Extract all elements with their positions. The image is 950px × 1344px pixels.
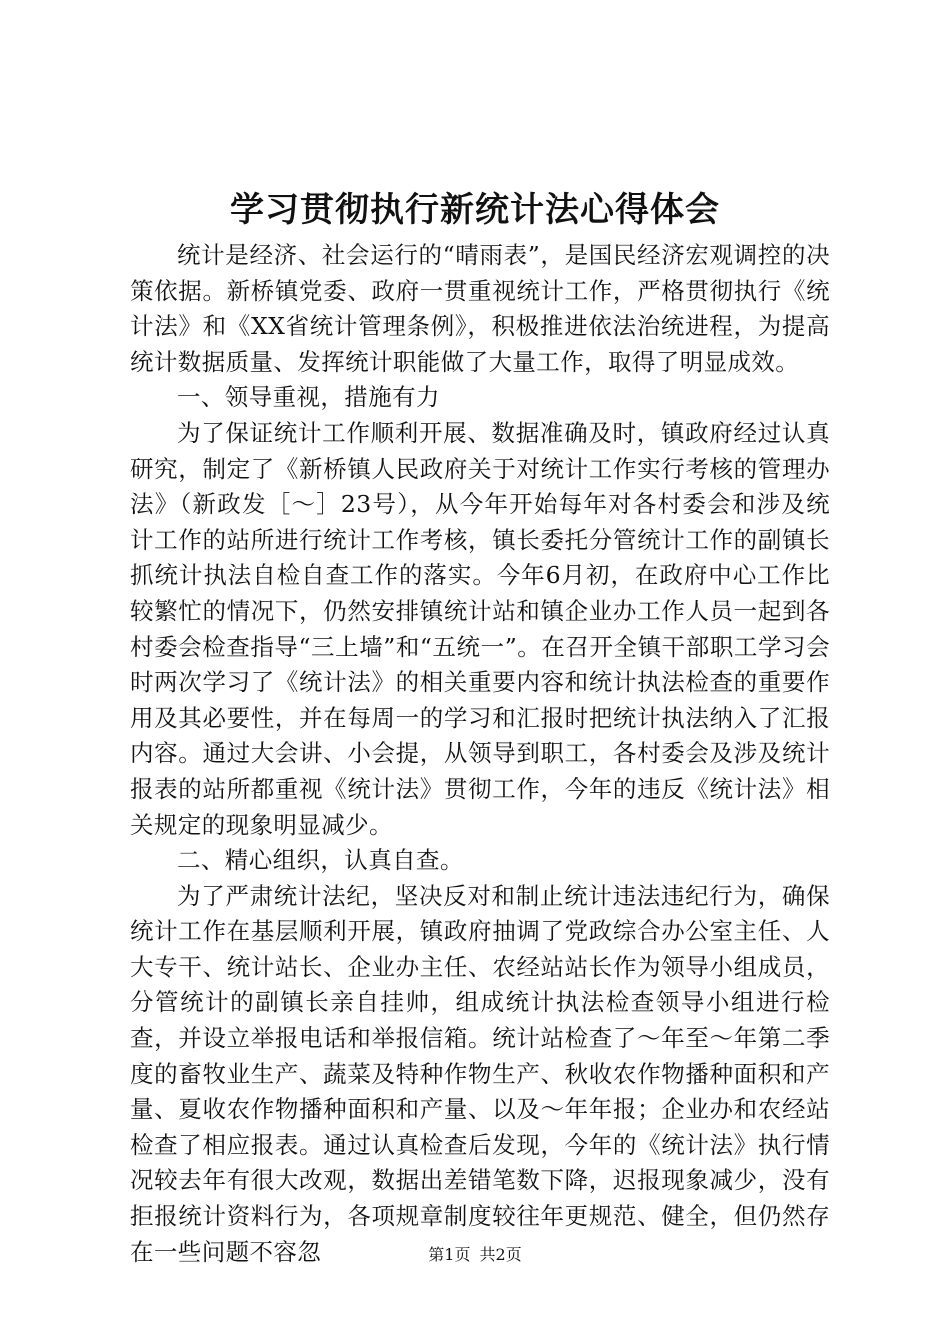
page-number: 第1页 — [428, 1245, 471, 1264]
page-total: 共2页 — [479, 1245, 522, 1264]
document-title: 学习贯彻执行新统计法心得体会 — [230, 190, 720, 230]
document-body — [130, 238, 830, 1270]
paragraph-intro: 统计是经济、社会运行的“晴雨表”，是国民经济宏观调控的决策依据。新桥镇党委、政府一贯重视统计工作，严格贯彻执行《统计法》和《XX省统计管理条例》，积极推进依法治统进程，为提高统计数据质量、发挥统计职能做了大量工作，取得了明显成效。 — [130, 241, 830, 376]
paragraph-section-1: 为了保证统计工作顺利开展、数据准确及时，镇政府经过认真研究，制定了《新桥镇人民政府关于对统计工作实行考核的管理办法》（新政发［～］23号），从今年开始每年对各村委会和涉及统计工作的站所进行统计工作考核，镇长委托分管统计工作的副镇长抓统计执法自检自查工作的落实。今年6月初，在政府中心工作比较繁忙的情况下，仍然安排镇统计站和镇企业办工作人员一起到各村委会检查指导“三上墙”和“五统一”。在召开全镇干部职工学习会时两次学习了《统计法》的相关重要内容和统计执法检查的重要作用及其必要性，并在每周一的学习和汇报时把统计执法纳入了汇报内容。通过大会讲、小会提，从领导到职工，各村委会及涉及统计报表的站所都重视《统计法》贯彻工作，今年的违反《统计法》相关规定的现象明显减少。 — [130, 418, 830, 839]
page-footer — [0, 1243, 950, 1267]
paragraph-section-2: 为了严肃统计法纪，坚决反对和制止统计违法违纪行为，确保统计工作在基层顺利开展，镇政府抽调了党政综合办公室主任、人大专干、统计站长、企业办主任、农经站站长作为领导小组成员，分管统计的副镇长亲自挂帅，组成统计执法检查领导小组进行检查，并设立举报电话和举报信箱。统计站检查了～年至～年第二季度的畜牧业生产、蔬菜及特种作物生产、秋收农作物播种面积和产量、夏收农作物播种面积和产量、以及～年年报；企业办和农经站检查了相应报表。通过认真检查后发现，今年的《统计法》执行情况较去年有很大改观，数据出差错笔数下降，迟报现象减少，没有拒报统计资料行为，各项规章制度较往年更规范、健全，但仍然存在一些问题不容忽 — [130, 881, 830, 1266]
section-heading-1: 一、领导重视，措施有力 — [177, 383, 440, 412]
section-heading-2: 二、精心组织，认真自查。 — [177, 846, 464, 875]
